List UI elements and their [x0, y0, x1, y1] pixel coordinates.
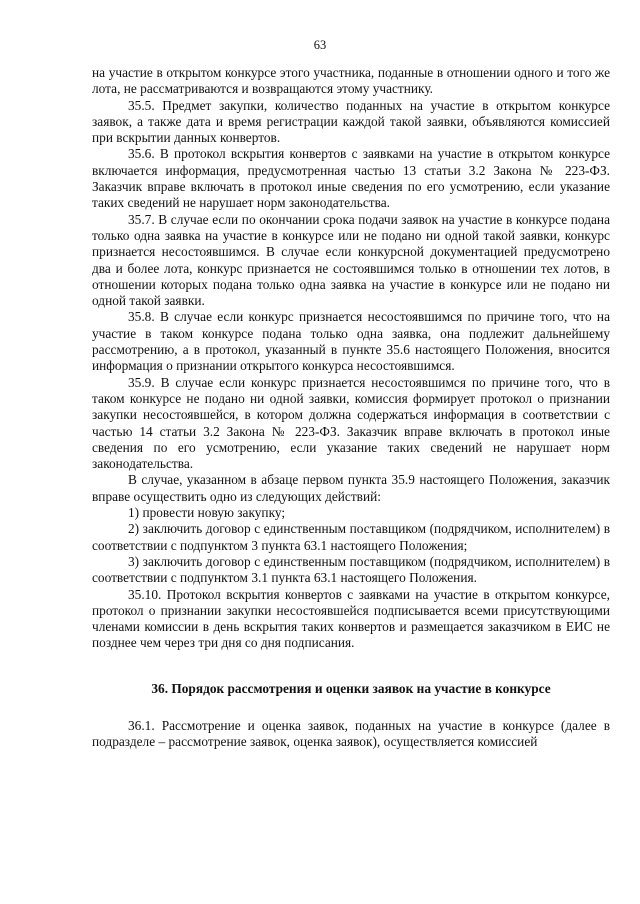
document-body [92, 65, 610, 751]
paragraph-35-7: 35.7. В случае если по окончании срока подачи заявок на участие в конкурсе подана только одна заявка на участие в конкурсе или не подано ни одной такой заявки, конкурс признается несостоявшимся. В случае если конкурсной документацией предусмотрено два и более лота, конкурс признается не состоявшимся только в отношении тех лотов, в отношении которых подана только одна заявка на участие в конкурсе или не подано ни одной такой заявки. [92, 211, 610, 309]
paragraph-35-5: 35.5. Предмет закупки, количество поданных на участие в открытом конкурсе заявок, а также дата и время регистрации каждой такой заявки, объявляются комиссией при вскрытии данных конвертов. [92, 97, 610, 146]
paragraph-35-9-case: В случае, указанном в абзаце первом пункта 35.9 настоящего Положения, заказчик вправе осуществить одно из следующих действий: [92, 472, 610, 504]
paragraph-35-6: 35.6. В протокол вскрытия конвертов с заявками на участие в открытом конкурсе включается информация, предусмотренная частью 13 статьи 3.2 Закона № 223-ФЗ. Заказчик вправе включать в протокол иные сведения по его усмотрению, если указание таких сведений не нарушает норм законодательства. [92, 146, 610, 211]
list-item-1: 1) провести новую закупку; [128, 505, 286, 521]
list-item-3: 3) заключить договор с единственным поставщиком (подрядчиком, исполнителем) в соответствии с подпунктом 3.1 пункта 63.1 настоящего Положения. [92, 553, 610, 586]
page-number: 63 [313, 38, 327, 52]
paragraph-continuation: на участие в открытом конкурсе этого участника, поданные в отношении одного и того же лота, не рассматриваются и возвращаются этому участнику. [92, 65, 610, 97]
paragraph-35-9: 35.9. В случае если конкурс признается несостоявшимся по причине того, что в таком конкурсе не подано ни одной заявки, комиссия формирует протокол о признании закупки несостоявшейся, в котором должна содержаться информация в соответствии с частью 14 статьи 3.2 Закона № 223-ФЗ. Заказчик вправе включать в протокол иные сведения по его усмотрению, если указание таких сведений не нарушает норм законодательства. [92, 374, 610, 472]
list-item-2: 2) заключить договор с единственным поставщиком (подрядчиком, исполнителем) в соответствии с подпунктом 3 пункта 63.1 настоящего Положения; [92, 521, 610, 553]
paragraph-36-1: 36.1. Рассмотрение и оценка заявок, поданных на участие в конкурсе (далее в подразделе – рассмотрение заявок, оценка заявок), осуществляется комиссией [92, 717, 610, 750]
paragraph-35-8: 35.8. В случае если конкурс признается несостоявшимся по причине того, что на участие в таком конкурсе подана только одна заявка, она подлежит дальнейшему рассмотрению, а в протокол, указанный в пункте 35.6 настоящего Положения, вносится информация о признании открытого конкурса несостоявшимся. [92, 309, 610, 374]
paragraph-35-10: 35.10. Протокол вскрытия конвертов с заявками на участие в открытом конкурсе, протокол о признании закупки несостоявшейся подписывается всеми присутствующими членами комиссии в день вскрытия таких конвертов и размещается заказчиком в ЕИС не позднее чем через три дня со дня подписания. [92, 586, 610, 651]
section-heading: 36. Порядок рассмотрения и оценки заявок на участие в конкурсе [151, 680, 551, 696]
